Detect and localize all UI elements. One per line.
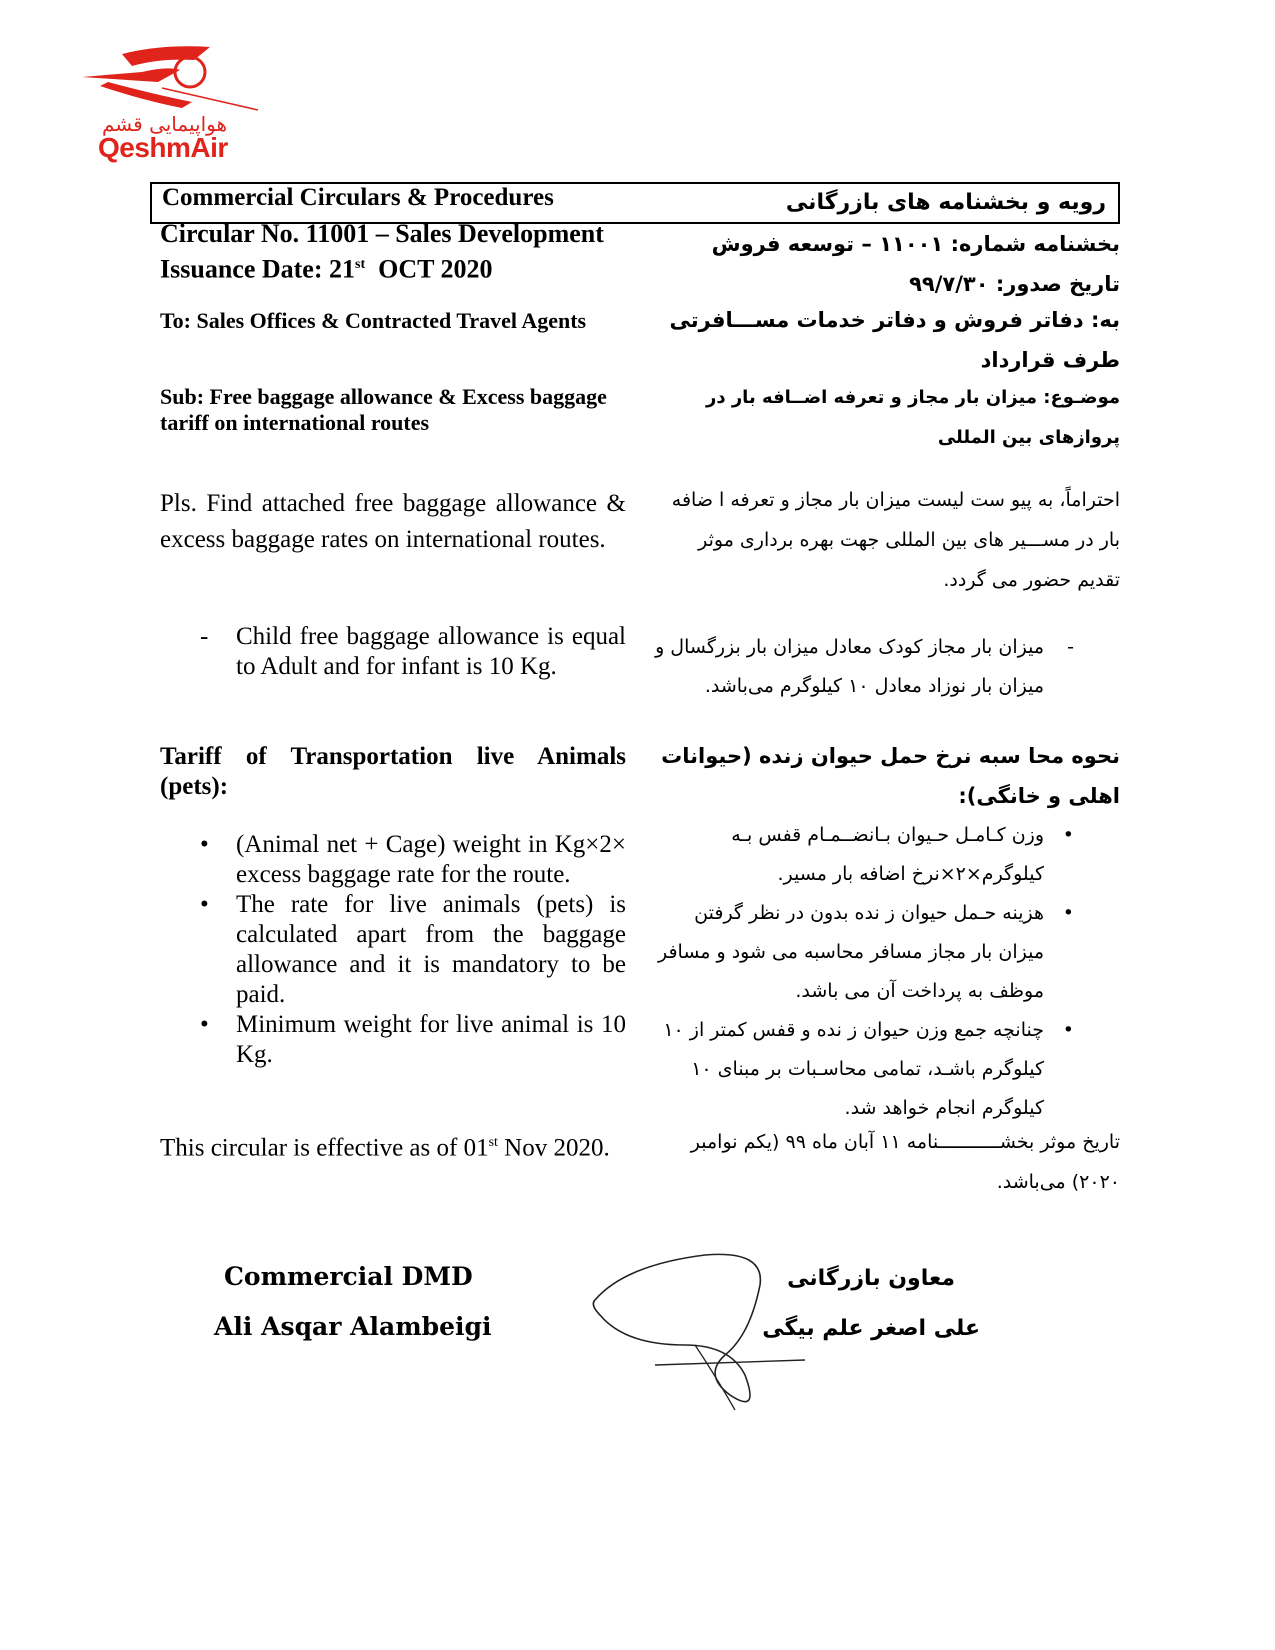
logo-text-en: QeshmAir [98,132,228,163]
airline-emblem-icon [82,44,262,114]
list-item: • وزن کـامـل حـیوان بـانضــمـام قفس بـه کیلوگرم×۲×نرخ اضافه بار مسیر. [650,816,1120,894]
handwritten-signature [585,1245,815,1420]
subject-en: Sub: Free baggage allowance & Excess baggage tariff on international routes [160,384,607,435]
to-line-en: To: Sales Offices & Contracted Travel Agents [160,308,587,333]
bullet-marker: • [200,1011,209,1038]
effective-date-fa: تاریخ موثر بخشـــــــــــنامه ۱۱ آبان ماه ۹۹ (یکم نوامبر ۲۰۲۰) می‌باشد. [690,1131,1120,1193]
circular-number-en: Circular No. 11001 – Sales Development [160,219,604,248]
bullet-marker: • [1062,1019,1074,1041]
effective-date-en: This circular is effective as of 01st Nov 2020. [160,1134,610,1162]
signatory-name-en: Ali Asqar Alambeigi [214,1312,492,1341]
list-item: • Minimum weight for live animal is 10 Kg. [200,1011,626,1068]
qeshm-air-logo [82,44,262,164]
tariff-items-en [160,830,626,1070]
circular-info-en [160,218,626,285]
issuance-date-fa: تاریخ صدور: ۹۹/۷/۳۰ [909,272,1120,296]
list-item: • (Animal net + Cage) weight in Kg×2× excess baggage rate for the route. [200,831,626,888]
dash-marker: - [1067,636,1074,658]
list-item: • هزینه حـمل حیوان ز نده بدون در نظر گرفتن میزان بار مجاز مسافر محاسبه می شود و مسافر موظف به پرداخت آن می باشد. [650,894,1120,1011]
tariff-items-fa [650,816,1120,1128]
bullet-marker: • [1062,902,1074,924]
signatory-title-fa: معاون بازرگانی [787,1266,955,1291]
bullet-marker: • [1062,824,1074,846]
child-allowance-fa [650,628,1120,706]
header-title-en: Commercial Circulars & Procedures [162,184,554,211]
child-allowance-en [160,622,626,682]
issuance-date-en: Issuance Date: 21st OCT 2020 [160,254,493,284]
dash-marker: - [200,623,209,650]
list-item: • چنانچه جمع وزن حیوان ز نده و قفس کمتر از ۱۰ کیلوگرم باشـد، تمامی محاسـبات بر مبنای ۱۰ کیلوگرم انجام خواهد شد. [650,1011,1120,1128]
circular-number-fa: بخشنامه شماره: ۱۱۰۰۱ – توسعه فروش [711,232,1120,256]
circular-info-fa [650,224,1120,304]
tariff-title-fa: نحوه محا سبه نرخ حمل حیوان زنده (حیوانات اهلی و خانگی): [661,744,1120,808]
tariff-title-en: Tariff of Transportation live Animals (pets): [160,743,626,800]
intro-en: Pls. Find attached free baggage allowance & excess baggage rates on international routes. [160,490,626,553]
signatory-title-en: Commercial DMD [224,1262,473,1291]
intro-fa: احتراماً، به پیو ست لیست میزان بار مجاز و تعرفه ا ضافه بار در مســـیر های بین المللی جهت بهره برداری موثر تقدیم حضور می گردد. [671,489,1120,591]
list-item: - میزان بار مجاز کودک معادل میزان بار بزرگسال و میزان بار نوزاد معادل ۱۰ کیلوگرم می‌باشد. [650,628,1120,706]
logo-text-fa: هواپیمایی قشم [102,112,227,136]
header-title-fa: رویه و بخشنامه های بازرگانی [785,190,1106,215]
signatory-name-fa: علی اصغر علم بیگی [762,1316,980,1341]
list-item: • The rate for live animals (pets) is calculated apart from the baggage allowance and it is mandatory to be paid. [200,891,626,1008]
to-line-fa: به: دفاتر فروش و دفاتر خدمات مســـافرتی طرف قرارداد [669,308,1120,372]
list-item: - Child free baggage allowance is equal to Adult and for infant is 10 Kg. [200,623,626,680]
bullet-marker: • [200,891,209,918]
bullet-marker: • [200,831,209,858]
subject-fa: موضـوع: میزان بار مجاز و تعرفه اضــافه بار در پروازهای بین المللی [705,387,1120,448]
